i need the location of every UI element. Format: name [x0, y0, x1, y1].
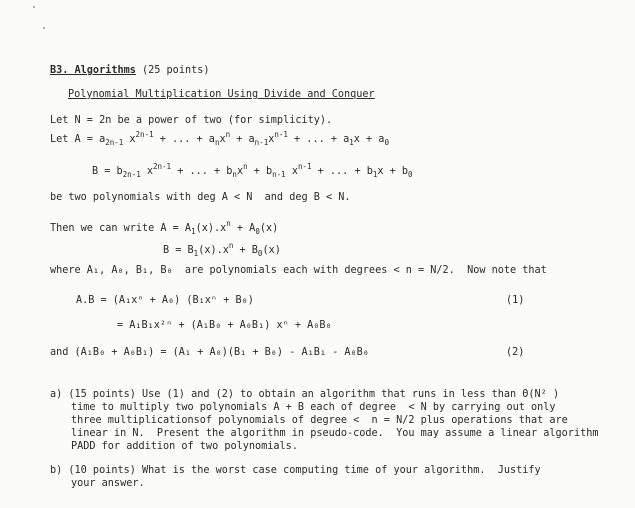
equation-1-number: (1) [506, 295, 525, 306]
section-title: B3. Algorithms [50, 65, 136, 76]
equation-1: A.B = (A₁xⁿ + A₀) (B₁xⁿ + B₀) [76, 295, 254, 306]
question-a-line-2: time to multiply two polynomials A + B each of degree < N by carrying out only [71, 402, 556, 413]
equation-2-number: (2) [506, 347, 525, 358]
question-a-line-1: a) (15 points) Use (1) and (2) to obtain an algorithm that runs in less than Θ(N² ) [50, 389, 560, 400]
polynomial-a: Let $A = a_{2n-1}$ $x^{2n-1}$ + ... + $a_nx^n + a_{n-1}x^{n-1}$ + ... + $a_1x + a_0$ [50, 130, 389, 147]
section-points: (25 points) [142, 65, 210, 76]
equation-1-expansion: = A₁B₁x²ⁿ + (A₁B₀ + A₀B₁) xⁿ + A₀B₀ [117, 320, 332, 331]
question-b-line-1: b) (10 points) What is the worst case computing time of your algorithm. Justify [50, 465, 541, 476]
speck [43, 27, 45, 29]
intro-line-1: Let N = 2n be a power of two (for simplicity). [50, 115, 333, 126]
section-header [50, 64, 209, 77]
then-line-2: $B = B_1(x).x^n + B_0(x)$ [163, 241, 281, 258]
question-a-line-5: PADD for addition of two polynomials. [71, 441, 298, 452]
question-a-line-4: linear in N. Present the algorithm in pseudo-code. You may assume a linear algorithm [71, 428, 599, 439]
then-line-1: Then we can write $A = A_1(x).x^n + A_0(x)$ [50, 219, 279, 236]
equation-2: and (A₁B₀ + A₀B₁) = (A₁ + A₀)(B₁ + B₀) - A₁B₁ - A₀B₀ [50, 347, 369, 358]
intro-line-4: be two polynomials with deg A < N and deg B < N. [50, 192, 351, 203]
subtitle: Polynomial Multiplication Using Divide and Conquer [68, 89, 375, 100]
speck [33, 6, 35, 8]
polynomial-b: $B = b_{2n-1}$ $x^{2n-1}$ + ... + $b_nx^n + b_{n-1}$ $x^{n-1}$ + ... + $b_1x + b_0$ [92, 162, 413, 179]
then-line-3: where A₁, A₀, B₁, B₀ are polynomials each with degrees < n = N/2. Now note that [50, 265, 547, 276]
question-b-line-2: your answer. [71, 478, 145, 489]
question-a-line-3: three multiplicationsof polynomials of degree < n = N/2 plus operations that are [71, 415, 568, 426]
